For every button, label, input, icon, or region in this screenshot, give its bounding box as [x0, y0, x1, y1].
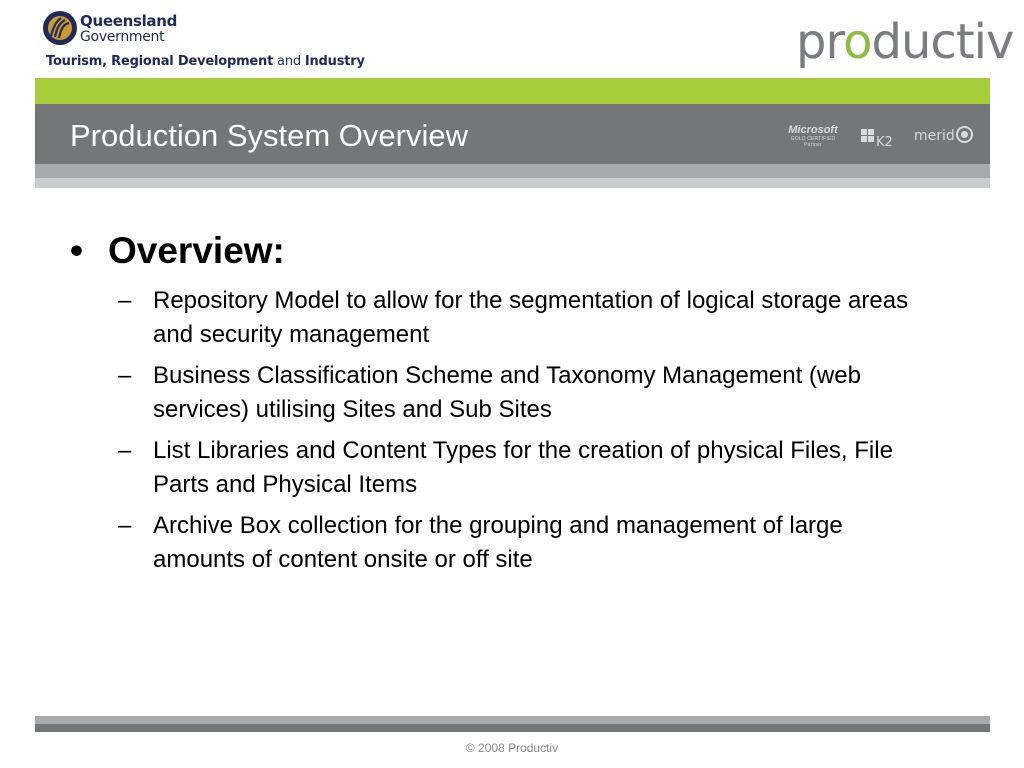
brand-post: ductiv: [871, 14, 1014, 70]
gov-subtitle: Government: [80, 29, 165, 45]
dash-marker: –: [118, 362, 132, 389]
ms-logo-sub2: Partner: [804, 142, 822, 148]
gov-name: Queensland: [80, 12, 178, 30]
main-heading: Overview:: [108, 230, 285, 271]
accent-band: [35, 78, 990, 104]
brand-o: o: [843, 14, 872, 70]
productiv-logo: [796, 14, 1013, 70]
dash-marker: –: [118, 287, 132, 314]
ms-logo-text: Microsoft: [788, 124, 838, 136]
sub-bullet-list: [118, 284, 918, 584]
main-bullet: [70, 230, 285, 272]
dept-part2: Industry: [304, 54, 365, 69]
list-item: [118, 509, 918, 577]
merido-logo: [914, 126, 973, 144]
copyright-text: © 2008 Productiv: [465, 741, 559, 755]
list-item-text: Repository Model to allow for the segmentation of logical storage areas and security management: [153, 287, 909, 348]
header-stripe: [35, 164, 990, 178]
list-item-text: List Libraries and Content Types for the creation of physical Files, File Parts and Physical Items: [153, 437, 893, 498]
slide-title: Production System Overview: [70, 118, 468, 153]
list-item-text: Business Classification Scheme and Taxonomy Management (web services) utilising Sites and Sub Sites: [153, 362, 861, 423]
list-item: [118, 284, 918, 352]
footer-stripe-light: [35, 716, 990, 724]
list-item-text: Archive Box collection for the grouping and management of large amounts of content onsite or off site: [153, 512, 843, 573]
footer-stripe-dark: [35, 724, 990, 732]
ms-logo-sub1: GOLD CERTIFIED: [790, 136, 836, 142]
bullet-dot: •: [70, 230, 83, 271]
department-name: [46, 54, 365, 69]
header-stripe-light: [35, 178, 990, 188]
dash-marker: –: [118, 512, 132, 539]
k2-text: K2: [876, 135, 893, 148]
merid-text: merid: [914, 128, 955, 144]
dept-part1: Tourism, Regional Development: [46, 54, 274, 69]
list-item: [118, 434, 918, 502]
queensland-crest-icon: [42, 10, 78, 46]
list-item: [118, 359, 918, 427]
dash-marker: –: [118, 437, 132, 464]
merido-o-icon: [956, 126, 973, 143]
k2-logo: [860, 126, 900, 148]
dept-and: and: [277, 54, 301, 69]
microsoft-partner-logo: [786, 125, 840, 148]
brand-pre: pr: [796, 14, 844, 70]
